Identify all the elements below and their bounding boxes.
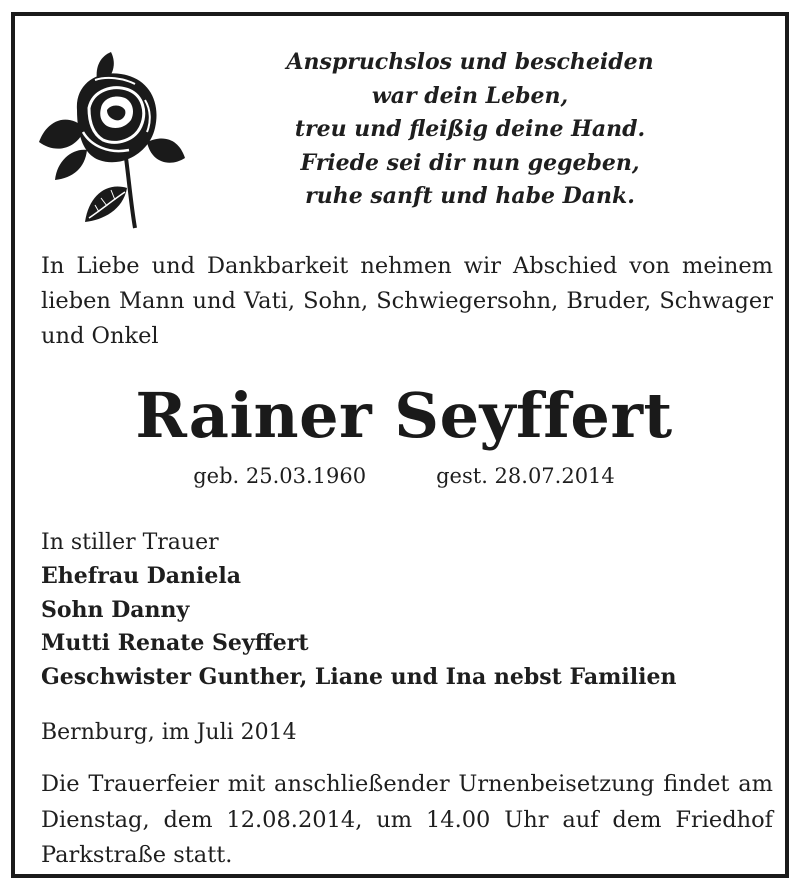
poem-line: Friede sei dir nun gegeben, (300, 149, 640, 176)
intro-text: In Liebe und Dankbarkeit nehmen wir Abschied von meinem lieben Mann und Vati, Sohn, Schwiegersohn, Bruder, Schwager und Onkel (41, 253, 773, 349)
poem-line: treu und fleißig deine Hand. (294, 116, 646, 142)
poem-line: ruhe sanft und habe Dank. (305, 183, 635, 209)
mourner-name: Mutti Renate Seyffert (41, 630, 309, 657)
mourner-name: Geschwister Gunther, Liane und Ina nebst Familien (41, 664, 677, 691)
mourner-name: Ehefrau Daniela (41, 562, 242, 589)
mourners (41, 526, 781, 695)
mourners-heading: In stiller Trauer (41, 530, 219, 555)
obituary-notice (11, 12, 789, 878)
deceased-name: Rainer Seyffert (135, 379, 673, 452)
life-dates (15, 460, 793, 492)
place-date: Bernburg, im Juli 2014 (41, 720, 297, 745)
death-date: gest. 28.07.2014 (436, 464, 615, 488)
birth-date: geb. 25.03.1960 (193, 464, 367, 488)
poem-line: war dein Leben, (371, 82, 569, 109)
poem (220, 46, 720, 214)
mourner-name: Sohn Danny (41, 596, 190, 623)
funeral-info: Die Trauerfeier mit anschließender Urnenbeisetzung findet am Dienstag, dem 12.08.2014, um 14.00 Uhr auf dem Friedhof Parkstraße statt. (41, 771, 773, 868)
poem-line: Anspruchslos und bescheiden (286, 49, 654, 75)
rose-icon (37, 50, 187, 230)
